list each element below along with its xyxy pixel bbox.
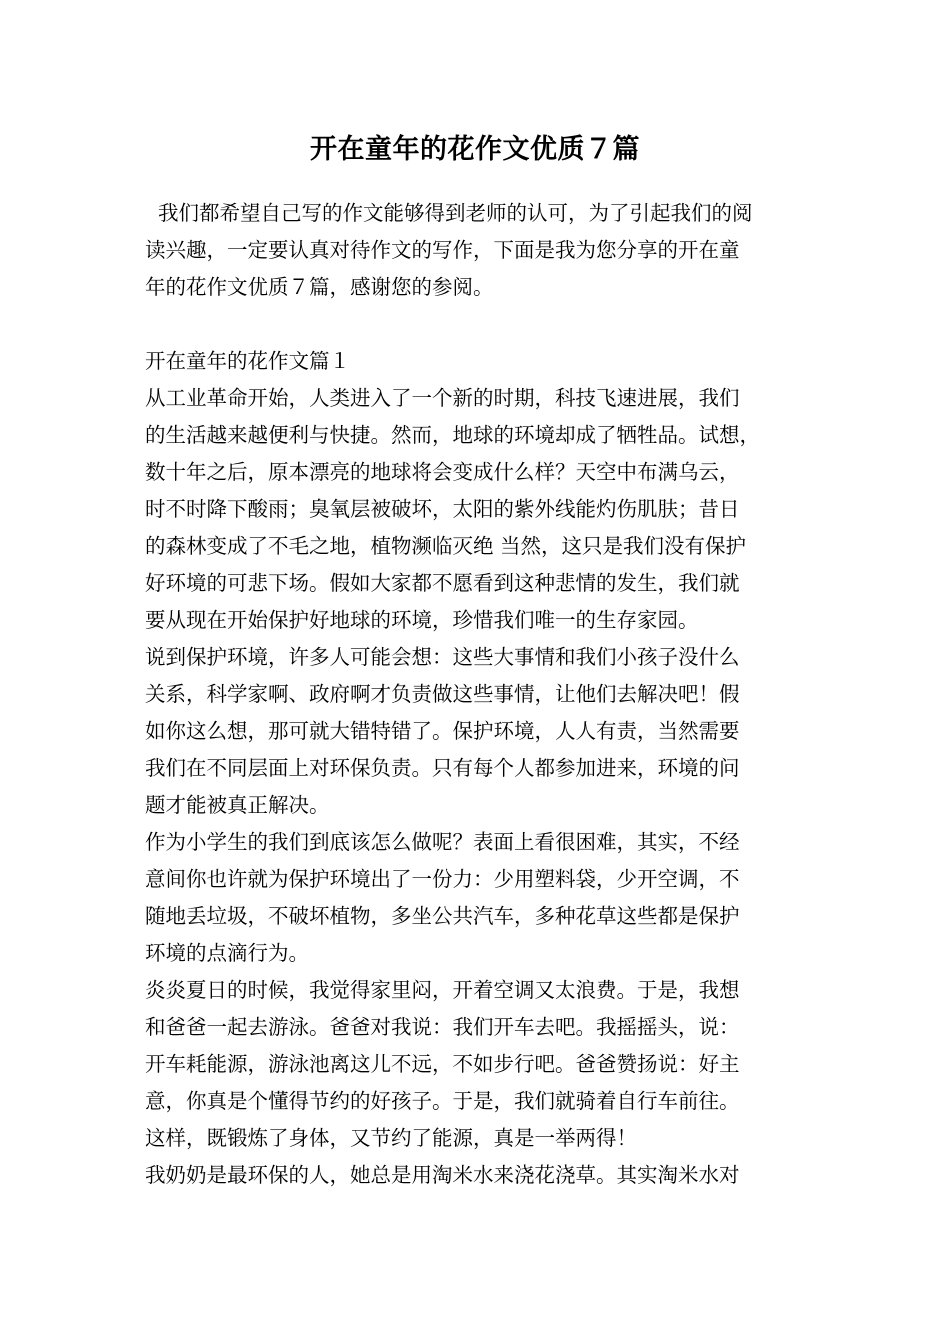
intro-line: 我们都希望自己写的作文能够得到老师的认可，为了引起我们的阅 — [145, 201, 753, 225]
body-line: 和爸爸一起去游泳。爸爸对我说：我们开车去吧。我摇摇头，说： — [145, 1015, 740, 1039]
body-line: 的生活越来越便利与快捷。然而，地球的环境却成了牺牲品。试想， — [145, 423, 760, 447]
body-line: 时不时降下酸雨；臭氧层被破坏，太阳的紫外线能灼伤肌肤；昔日 — [145, 497, 740, 521]
body-line: 题才能被真正解决。 — [145, 793, 330, 817]
body-line: 数十年之后，原本漂亮的地球将会变成什么样？天空中布满乌云， — [145, 460, 740, 484]
intro-line: 读兴趣，一定要认真对待作文的写作，下面是我为您分享的开在童 — [145, 238, 740, 262]
intro-line: 年的花作文优质７篇，感谢您的参阅。 — [145, 275, 494, 299]
body-line: 的森林变成了不毛之地，植物濒临灭绝 当然，这只是我们没有保护 — [145, 534, 747, 558]
body-line: 意，你真是个懂得节约的好孩子。于是，我们就骑着自行车前往。 — [145, 1089, 740, 1113]
body-line: 意间你也许就为保护环境出了一份力：少用塑料袋，少开空调，不 — [145, 867, 740, 891]
body-line: 我们在不同层面上对环保负责。只有每个人都参加进来，环境的问 — [145, 756, 740, 780]
body-line: 关系，科学家啊、政府啊才负责做这些事情，让他们去解决吧！假 — [145, 682, 740, 706]
body-line: 环境的点滴行为。 — [145, 941, 309, 965]
body-line: 从工业革命开始，人类进入了一个新的时期，科技飞速进展，我们 — [145, 386, 740, 410]
body-line: 好环境的可悲下场。假如大家都不愿看到这种悲情的发生，我们就 — [145, 571, 740, 595]
body-line: 如你这么想，那可就大错特错了。保护环境，人人有责，当然需要 — [145, 719, 740, 743]
body-line: 这样，既锻炼了身体，又节约了能源，真是一举两得！ — [145, 1126, 637, 1150]
document-title: 开在童年的花作文优质７篇 — [310, 134, 640, 165]
body-line: 要从现在开始保护好地球的环境，珍惜我们唯一的生存家园。 — [145, 608, 699, 632]
body-line: 作为小学生的我们到底该怎么做呢？表面上看很困难，其实，不经 — [145, 830, 740, 854]
body-line: 说到保护环境，许多人可能会想：这些大事情和我们小孩子没什么 — [145, 645, 740, 669]
body-line: 炎炎夏日的时候，我觉得家里闷，开着空调又太浪费。于是，我想 — [145, 978, 740, 1002]
body-line: 开车耗能源，游泳池离这儿不远，不如步行吧。爸爸赞扬说：好主 — [145, 1052, 740, 1076]
body-line: 随地丢垃圾，不破坏植物，多坐公共汽车，多种花草这些都是保护 — [145, 904, 740, 928]
section-heading: 开在童年的花作文篇１ — [145, 349, 350, 373]
body-line: 我奶奶是最环保的人，她总是用淘米水来浇花浇草。其实淘米水对 — [145, 1163, 740, 1187]
document-body — [145, 195, 815, 1194]
paragraph-gap — [145, 306, 815, 343]
